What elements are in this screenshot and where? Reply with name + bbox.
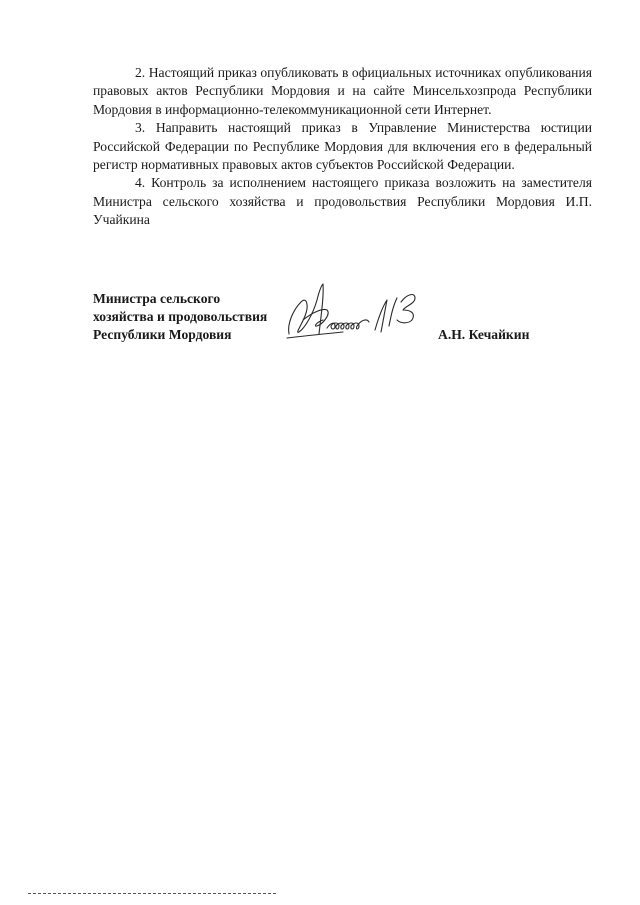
paragraph-3: 3. Направить настоящий приказ в Управление Министерства юстиции Российской Федерации по Республике Мордовия для включения его в федеральный регистр нормативных правовых актов субъектов Российской Федерации.: [93, 120, 592, 173]
footer-rule: [28, 893, 276, 894]
signatory-title-line-1: Министра сельского: [93, 291, 221, 306]
signatory-name: А.Н. Кечайкин: [438, 327, 530, 342]
handwritten-signature: [283, 276, 433, 346]
signatory-title-line-2: хозяйства и продовольствия: [93, 309, 268, 324]
paragraph-2: 2. Настоящий приказ опубликовать в официальных источниках опубликования правовых актов Республики Мордовия и на сайте Минсельхозпрода Республики Мордовия в информационно-телекоммуникационной сети Интернет.: [93, 65, 592, 117]
signature-block: [93, 290, 553, 360]
paragraph-4: 4. Контроль за исполнением настоящего приказа возложить на заместителя Министра сельского хозяйства и продовольствия Республики Мордовия И.П. Учайкина: [93, 175, 592, 228]
signatory-title: [93, 290, 267, 344]
signatory-title-line-3: Республики Мордовия: [93, 327, 232, 342]
document-body: [93, 64, 592, 230]
